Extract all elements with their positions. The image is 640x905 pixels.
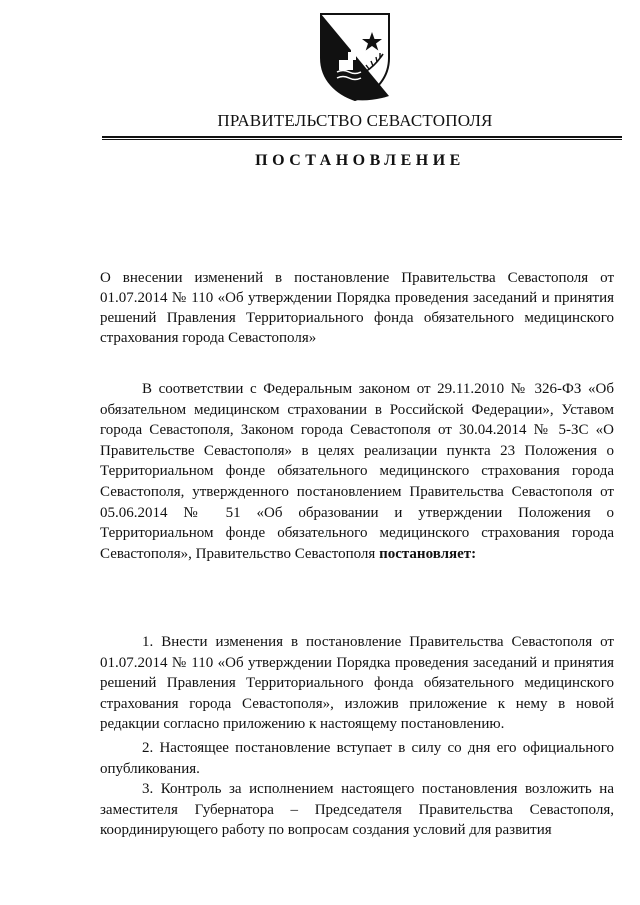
basis-text: В соответствии с Федеральным законом от 29.11.2010 № 326-ФЗ «Об обязательном медицинском страховании в Российской Федерации», Уставом города Севастополя, Законом города Севастополя от 30.04.2014 № 5-ЗС «О Правительстве Севастополя» в целях реализации пункта 23 Положения о Территориальном фонде обязательного медицинского страхования города Севастополя, утвержденного постановлением Правительства Севастополя от 05.06.2014 № 51 «Об образовании и утверждении Положения о Территориальном фонде обязательного медицинского страхования города Севастополя», Правительство Севастополя [100, 381, 614, 562]
document-subject: О внесении изменений в постановление Правительства Севастополя от 01.07.2014 № 110 «Об утверждении Порядка проведения заседаний и принятия решений Правления Территориального фонда обязательного медицинского страхования города Севастополя» [100, 270, 614, 346]
decree-item-3: 3. Контроль за исполнением настоящего постановления возложить на заместителя Губернатора – Председателя Правительства Севастополя, координирующего работу по вопросам создания условий для развития [100, 781, 614, 839]
sevastopol-coat-of-arms-icon [317, 10, 393, 102]
document-type: ПОСТАНОВЛЕНИЕ [255, 152, 465, 169]
basis-paragraph [100, 379, 614, 564]
header-rule [102, 136, 622, 140]
decree-item-1: 1. Внести изменения в постановление Правительства Севастополя от 01.07.2014 № 110 «Об утверждении Порядка проведения заседаний и принятия решений Правления Территориального фонда обязательного медицинского страхования города Севастополя», изложив приложение к нему в новой редакции согласно приложению к настоящему постановлению. [100, 634, 614, 733]
organization-name: ПРАВИТЕЛЬСТВО СЕВАСТОПОЛЯ [217, 111, 493, 130]
decision-word: постановляет: [379, 545, 477, 562]
decree-item-2: 2. Настоящее постановление вступает в силу со дня его официального опубликования. [100, 740, 614, 777]
